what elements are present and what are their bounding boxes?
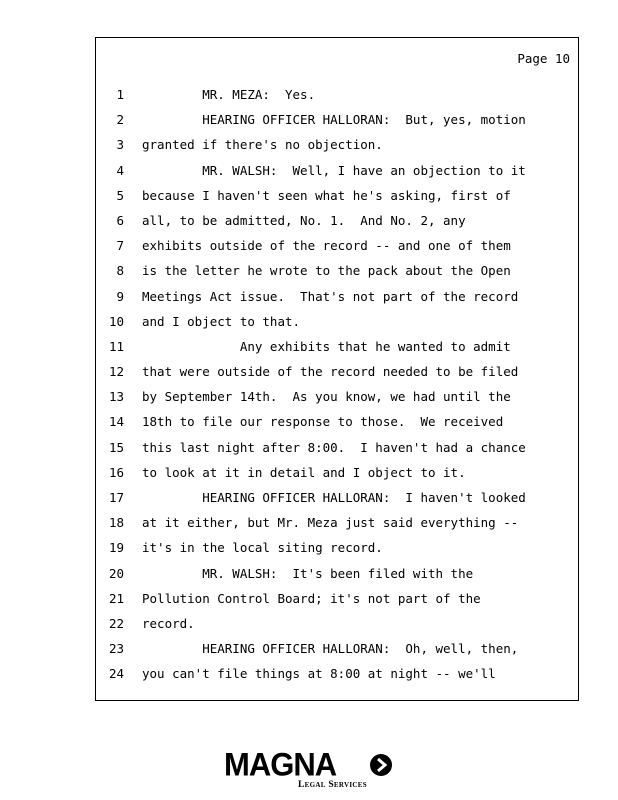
transcript-line bbox=[96, 435, 578, 460]
line-text: record. bbox=[142, 615, 195, 631]
line-number: 17 bbox=[108, 490, 124, 505]
line-number: 22 bbox=[108, 615, 124, 631]
line-text: granted if there's no objection. bbox=[142, 137, 383, 153]
logo-subtitle: Legal Services bbox=[298, 780, 367, 790]
transcript-line bbox=[96, 183, 578, 208]
logo-wordmark: MAGNA bbox=[224, 746, 337, 783]
line-number: 21 bbox=[108, 590, 124, 606]
line-text: MR. MEZA: Yes. bbox=[142, 87, 316, 102]
transcript-line bbox=[96, 334, 578, 359]
line-number: 18 bbox=[108, 515, 124, 531]
line-text: that were outside of the record needed to be filed bbox=[142, 364, 519, 380]
line-number: 6 bbox=[116, 212, 124, 228]
line-number: 20 bbox=[108, 565, 124, 581]
line-text: HEARING OFFICER HALLORAN: Oh, well, then, bbox=[142, 641, 519, 657]
transcript-line bbox=[96, 485, 578, 510]
page-number: Page 10 bbox=[517, 51, 570, 66]
line-text: because I haven't seen what he's asking, first of bbox=[142, 187, 511, 203]
line-text: 18th to file our response to those. We received bbox=[142, 414, 504, 430]
line-text: is the letter he wrote to the pack about the Open bbox=[142, 263, 511, 279]
line-text: and I object to that. bbox=[142, 313, 301, 329]
transcript-line bbox=[96, 284, 578, 309]
transcript-line bbox=[96, 460, 578, 485]
line-number: 7 bbox=[116, 238, 124, 254]
arrow-right-circle-icon bbox=[370, 754, 392, 776]
line-number: 1 bbox=[116, 87, 124, 102]
line-number: 2 bbox=[116, 112, 124, 128]
line-text: MR. WALSH: Well, I have an objection to it bbox=[142, 162, 526, 178]
transcript-line bbox=[96, 661, 578, 686]
line-text: it's in the local siting record. bbox=[142, 540, 383, 556]
line-number: 10 bbox=[108, 313, 124, 329]
line-number: 14 bbox=[108, 414, 124, 430]
transcript-line bbox=[96, 309, 578, 334]
transcript-page bbox=[95, 37, 579, 701]
line-text: at it either, but Mr. Meza just said everything -- bbox=[142, 515, 519, 531]
transcript-line bbox=[96, 158, 578, 183]
line-number: 13 bbox=[108, 389, 124, 405]
line-number: 16 bbox=[108, 464, 124, 480]
line-text: Pollution Control Board; it's not part of the bbox=[142, 590, 481, 606]
line-number: 24 bbox=[108, 666, 124, 682]
line-number: 3 bbox=[116, 137, 124, 153]
line-number: 11 bbox=[108, 338, 124, 354]
transcript-line bbox=[96, 258, 578, 283]
transcript-line bbox=[96, 82, 578, 107]
line-number: 8 bbox=[116, 263, 124, 279]
line-number: 12 bbox=[108, 364, 124, 380]
line-number: 5 bbox=[116, 187, 124, 203]
line-text: MR. WALSH: It's been filed with the bbox=[142, 565, 474, 581]
transcript-line bbox=[96, 510, 578, 535]
transcript-line bbox=[96, 132, 578, 157]
transcript-line bbox=[96, 561, 578, 586]
line-text: you can't file things at 8:00 at night -- we'll bbox=[142, 666, 496, 682]
line-number: 23 bbox=[108, 641, 124, 657]
transcript-line bbox=[96, 208, 578, 233]
transcript-line bbox=[96, 233, 578, 258]
transcript-line bbox=[96, 384, 578, 409]
line-text: HEARING OFFICER HALLORAN: I haven't looked bbox=[142, 490, 526, 505]
line-text: to look at it in detail and I object to it. bbox=[142, 464, 466, 480]
line-text: all, to be admitted, No. 1. And No. 2, any bbox=[142, 212, 466, 228]
transcript-line bbox=[96, 636, 578, 661]
line-number: 15 bbox=[108, 439, 124, 455]
line-text: by September 14th. As you know, we had until the bbox=[142, 389, 511, 405]
transcript-line bbox=[96, 107, 578, 132]
transcript-line bbox=[96, 359, 578, 384]
line-number: 19 bbox=[108, 540, 124, 556]
transcript-lines bbox=[96, 82, 578, 687]
line-number: 4 bbox=[116, 162, 124, 178]
line-text: exhibits outside of the record -- and one of them bbox=[142, 238, 511, 254]
line-text: Any exhibits that he wanted to admit bbox=[142, 338, 511, 354]
magna-logo bbox=[224, 748, 396, 794]
line-text: this last night after 8:00. I haven't had a chance bbox=[142, 439, 526, 455]
transcript-line bbox=[96, 611, 578, 636]
line-number: 9 bbox=[116, 288, 124, 304]
line-text: HEARING OFFICER HALLORAN: But, yes, motion bbox=[142, 112, 526, 128]
transcript-line bbox=[96, 409, 578, 434]
transcript-line bbox=[96, 535, 578, 560]
line-text: Meetings Act issue. That's not part of the record bbox=[142, 288, 519, 304]
transcript-line bbox=[96, 586, 578, 611]
